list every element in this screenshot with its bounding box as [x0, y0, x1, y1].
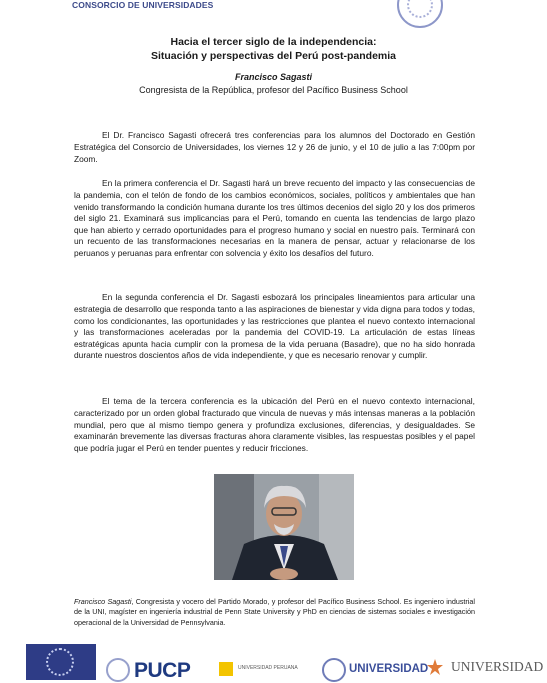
caption-text: , Congresista y vocero del Partido Morado, y profesor del Pacífico Business School. Es ingeniero industrial de la UNI, magíster en ingeniería industrial de Penn State University y PhD en ciencias de sistemas sociales e investigación operacional de la Universidad de Pennsylvania.	[74, 597, 475, 627]
universidad-peruana-logo-text: UNIVERSIDAD PERUANA	[238, 665, 298, 671]
pucp-logo-text: PUCP	[134, 659, 191, 682]
consortium-seal-icon	[397, 0, 443, 28]
consortium-name: CONSORCIO DE UNIVERSIDADES	[72, 0, 214, 10]
paragraph-first-conference: En la primera conferencia el Dr. Sagasti hará un breve recuento del impacto y las consecuencias de la pandemia, con el telón de fondo de los cambios económicos, sociales, políticos y ambientales que han venido transformando la condición humana durante los tres últimos decenios del siglo 20 y los dos primeros del siglo 21. Examinará sus implicancias para el Perú, tomando en cuenta las tendencias de largo plazo que han abierto y cerrado oportunidades para el progreso humano y social en nuestro país. Terminará con un recuento de las transformaciones necesarias en la manera de pensar, actuar y relacionarse de los peruanos y peruanas para enfrentar con solvencia y éxito los desafíos del futuro.	[74, 178, 475, 258]
university-logo-text: UNIVERSIDAD	[349, 663, 429, 675]
header	[0, 0, 547, 22]
caption-name: Francisco Sagasti	[74, 597, 132, 606]
author-name: Francisco Sagasti	[234, 72, 313, 82]
speaker-portrait-icon	[214, 474, 354, 580]
speaker-photo	[214, 474, 354, 580]
paragraph-third-conference: El tema de la tercera conferencia es la ubicación del Perú en el nuevo contexto internacional, caracterizado por un orden global fracturado que vincula de nuevas y más intensas maneras a la población mundial, pero que al mismo tiempo genera y profundiza exclusiones, diferencias, y desigualdades. Se examinarán brevemente las diversas fracturas ahora claramente visibles, las respuestas posibles y el papel que podría jugar el Perú en tender puentes y reducir fricciones.	[74, 396, 475, 453]
pucp-seal-icon	[106, 658, 130, 682]
author-affiliation: Congresista de la República, profesor del Pacífico Business School	[139, 85, 408, 95]
universidad-peruana-icon	[219, 662, 233, 676]
university-logo-text-2: UNIVERSIDAD	[451, 659, 544, 674]
paragraph-intro: El Dr. Francisco Sagasti ofrecerá tres conferencias para los alumnos del Doctorado en Gestión Estratégica del Consorcio de Universidades, los viernes 12 y 26 de junio, y el 10 de julio a las 7:00pm por Zoom.	[74, 130, 475, 164]
photo-caption	[74, 597, 475, 628]
university-flame-icon	[426, 658, 444, 676]
university-seal-icon	[322, 658, 346, 682]
document-title-line-1: Hacia el tercer siglo de la independencia:	[170, 36, 377, 48]
footer-logos	[0, 642, 547, 682]
consortium-seal-icon	[46, 648, 74, 676]
paragraph-second-conference: En la segunda conferencia el Dr. Sagasti esbozará los principales lineamientos para articular una estrategia de desarrollo que responda tanto a las aspiraciones de bienestar y vida digna para todos y todas, como los condicionantes, las oportunidades y las restricciones que plantea el nuevo contexto internacional y las transformaciones aceleradas por la pandemia del COVID-19. La articulación de estas líneas estratégicas apunta hacia cumplir con la promesa de la vida peruana (Basadre), que no ha sido honrada durante nuestros doscientos años de vida independiente, y que es necesario renovar y cumplir.	[74, 292, 475, 361]
document-title-line-2: Situación y perspectivas del Perú post-pandemia	[150, 50, 397, 62]
